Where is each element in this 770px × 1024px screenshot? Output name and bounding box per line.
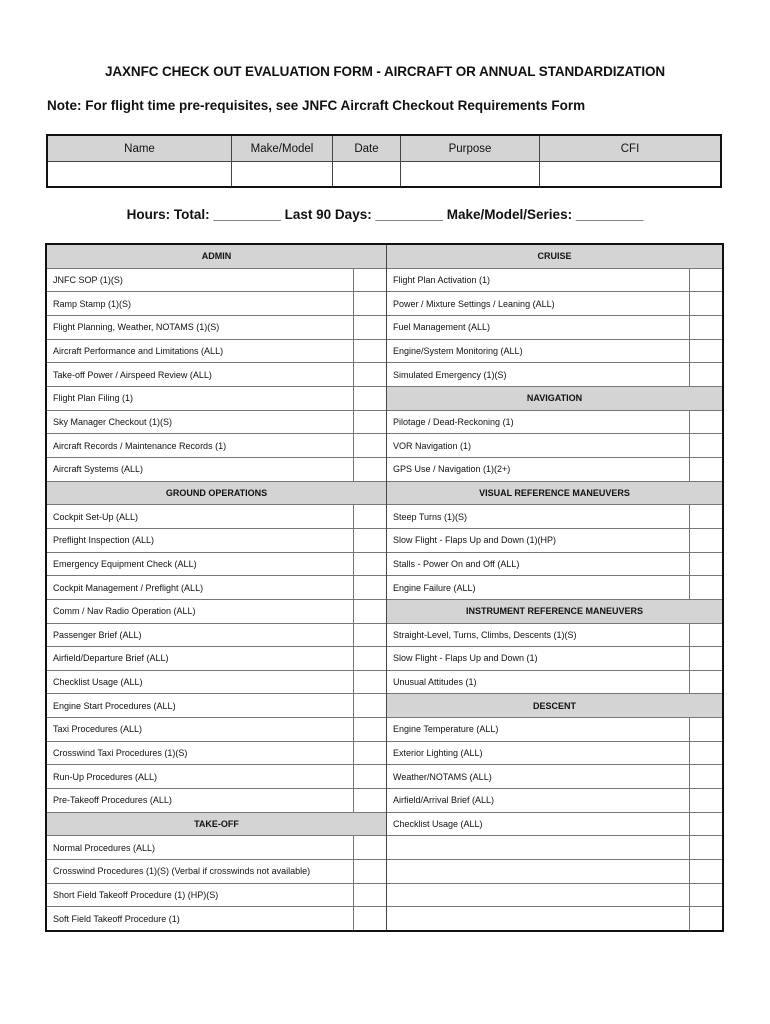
header-purpose: Purpose [401, 136, 540, 162]
section-header [387, 694, 722, 718]
checklist-item-label: Ramp Stamp (1)(S) [53, 298, 132, 309]
checklist-row [47, 316, 386, 340]
checklist-item-label: Sky Manager Checkout (1)(S) [53, 416, 173, 427]
checklist-item-label: Aircraft Systems (ALL) [53, 464, 144, 475]
checklist-item-label: Flight Planning, Weather, NOTAMS (1)(S) [53, 322, 220, 333]
checklist-item-label: Normal Procedures (ALL) [53, 842, 156, 853]
checklist-item-label: Checklist Usage (ALL) [393, 819, 483, 830]
checkoff-box[interactable] [689, 860, 722, 883]
checklist-item-label: Weather/NOTAMS (ALL) [393, 771, 492, 782]
checklist-row [47, 789, 386, 813]
section-title: TAKE-OFF [194, 819, 239, 830]
checkoff-box[interactable] [689, 411, 722, 434]
checkoff-box[interactable] [353, 505, 386, 528]
checklist-row [387, 529, 722, 553]
make-model-field[interactable] [232, 162, 333, 186]
checklist-item-label: Fuel Management (ALL) [393, 322, 491, 333]
checklist-item-label: Soft Field Takeoff Procedure (1) [53, 913, 180, 924]
header-date: Date [333, 136, 401, 162]
cfi-field[interactable] [540, 162, 720, 186]
checklist-item-label: Passenger Brief (ALL) [53, 629, 142, 640]
checklist-item-label [387, 860, 689, 883]
checklist-item-label: Exterior Lighting (ALL) [393, 748, 483, 759]
checklist-row [387, 789, 722, 813]
checklist-row [47, 600, 386, 624]
checklist-row [387, 316, 722, 340]
checkoff-box[interactable] [689, 647, 722, 670]
checklist-item-label: VOR Navigation (1) [393, 440, 472, 451]
checklist-item-label: JNFC SOP (1)(S) [53, 274, 123, 285]
checkoff-box[interactable] [353, 742, 386, 765]
checklist-row [47, 576, 386, 600]
checklist-row [387, 718, 722, 742]
checklist-row [387, 742, 722, 766]
checklist-item-label: Preflight Inspection (ALL) [53, 535, 155, 546]
section-title: CRUISE [537, 251, 572, 262]
checklist-item-label: Pilotage / Dead-Reckoning (1) [393, 416, 514, 427]
checklist-item-label: Crosswind Taxi Procedures (1)(S) [53, 748, 188, 759]
checklist-item-label: Airfield/Departure Brief (ALL) [53, 653, 169, 664]
checkoff-box[interactable] [353, 434, 386, 457]
checkoff-box[interactable] [689, 505, 722, 528]
header-cfi: CFI [540, 136, 720, 162]
checklist-item-label: Run-Up Procedures (ALL) [53, 771, 158, 782]
name-field[interactable] [48, 162, 232, 186]
checkoff-box[interactable] [689, 529, 722, 552]
section-title: NAVIGATION [526, 393, 583, 404]
checklist-row [47, 765, 386, 789]
checklist-item-label: Emergency Equipment Check (ALL) [53, 558, 197, 569]
checkoff-box[interactable] [353, 529, 386, 552]
section-header [47, 813, 386, 837]
checkoff-box[interactable] [353, 387, 386, 410]
checkoff-box[interactable] [353, 553, 386, 576]
checklist-row [387, 765, 722, 789]
checkoff-box[interactable] [353, 671, 386, 694]
header-name: Name [48, 136, 232, 162]
checklist-item-label: Crosswind Procedures (1)(S) (Verbal if crosswinds not available) [53, 866, 311, 877]
checkoff-box[interactable] [689, 624, 722, 647]
header-table [46, 134, 722, 188]
checkoff-box[interactable] [689, 292, 722, 315]
date-field[interactable] [333, 162, 401, 186]
checkoff-box[interactable] [689, 884, 722, 907]
section-title: INSTRUMENT REFERENCE MANEUVERS [465, 606, 643, 617]
checklist-row [387, 836, 722, 860]
checklist-left-column [47, 245, 387, 930]
checkoff-box[interactable] [689, 742, 722, 765]
checklist-row [47, 269, 386, 293]
checklist-item-label: Engine Temperature (ALL) [393, 724, 499, 735]
checklist-item-label: Slow Flight - Flaps Up and Down (1)(HP) [393, 535, 557, 546]
checkoff-box[interactable] [353, 600, 386, 623]
checklist-item-label: Aircraft Performance and Limitations (ALL) [53, 345, 224, 356]
checkoff-box[interactable] [353, 576, 386, 599]
checklist-row [387, 269, 722, 293]
checklist-item-label: Straight-Level, Turns, Climbs, Descents (1)(S) [393, 629, 577, 640]
checklist-row [387, 624, 722, 648]
checklist-row [47, 529, 386, 553]
checklist-row [387, 553, 722, 577]
checkoff-box[interactable] [689, 765, 722, 788]
checkoff-box[interactable] [689, 434, 722, 457]
header-make-model: Make/Model [232, 136, 333, 162]
checklist-row [47, 860, 386, 884]
checklist-item-label: Cockpit Set-Up (ALL) [53, 511, 139, 522]
checklist-item-label: Unusual Attitudes (1) [393, 677, 477, 688]
checklist-row [47, 340, 386, 364]
checklist-row [387, 411, 722, 435]
checkoff-box[interactable] [689, 671, 722, 694]
checkoff-box[interactable] [353, 860, 386, 883]
checkoff-box[interactable] [353, 694, 386, 717]
checklist-row [387, 505, 722, 529]
checklist-row [47, 624, 386, 648]
checklist-item-label: GPS Use / Navigation (1)(2+) [393, 464, 511, 475]
checklist-row [47, 742, 386, 766]
checklist-item-label: Comm / Nav Radio Operation (ALL) [53, 606, 196, 617]
checklist-row [47, 458, 386, 482]
checkoff-box[interactable] [353, 458, 386, 481]
checklist-row [47, 694, 386, 718]
checklist-item-label: Engine/System Monitoring (ALL) [393, 345, 523, 356]
checklist-item-label: Taxi Procedures (ALL) [53, 724, 143, 735]
checklist-row [387, 576, 722, 600]
checklist-item-label [387, 884, 689, 907]
checklist-row [387, 647, 722, 671]
checkoff-box[interactable] [689, 553, 722, 576]
checklist-row [387, 434, 722, 458]
checklist-item-label: Short Field Takeoff Procedure (1) (HP)(S) [53, 890, 219, 901]
checklist-item-label: Cockpit Management / Preflight (ALL) [53, 582, 204, 593]
checklist-item-label: Steep Turns (1)(S) [393, 511, 468, 522]
checklist-right-column [387, 245, 722, 930]
checklist-item-label: Engine Failure (ALL) [393, 582, 476, 593]
section-header [47, 482, 386, 506]
checkoff-box[interactable] [689, 316, 722, 339]
checklist-row [387, 292, 722, 316]
checkoff-box[interactable] [353, 292, 386, 315]
checklist-item-label: Flight Plan Filing (1) [53, 393, 134, 404]
checkoff-box[interactable] [689, 813, 722, 836]
checklist-row [387, 363, 722, 387]
checklist-item-label: Stalls - Power On and Off (ALL) [393, 558, 520, 569]
checklist-item-label: Aircraft Records / Maintenance Records (1) [53, 440, 227, 451]
checklist-row [47, 434, 386, 458]
section-title: DESCENT [532, 700, 576, 711]
checklist-row [387, 813, 722, 837]
checklist-item-label [387, 836, 689, 859]
checklist-row [387, 340, 722, 364]
checklist-item-label: Power / Mixture Settings / Leaning (ALL) [393, 298, 555, 309]
checkoff-box[interactable] [353, 836, 386, 859]
checkoff-box[interactable] [689, 836, 722, 859]
checklist-row [47, 553, 386, 577]
checkoff-box[interactable] [353, 316, 386, 339]
checklist-item-label: Pre-Takeoff Procedures (ALL) [53, 795, 172, 806]
checklist-item-label: Airfield/Arrival Brief (ALL) [393, 795, 495, 806]
checklist-row [387, 860, 722, 884]
checklist-row [47, 671, 386, 695]
checklist-item-label [387, 907, 689, 930]
checklist-row [47, 292, 386, 316]
section-header [387, 245, 722, 269]
checkoff-box[interactable] [353, 907, 386, 930]
checkoff-box[interactable] [689, 363, 722, 386]
section-header [387, 600, 722, 624]
checkoff-box[interactable] [353, 789, 386, 812]
checklist-row [47, 363, 386, 387]
section-title: ADMIN [201, 251, 232, 262]
checkoff-box[interactable] [689, 718, 722, 741]
checklist-row [387, 671, 722, 695]
checkoff-box[interactable] [689, 789, 722, 812]
checkoff-box[interactable] [353, 269, 386, 292]
checkoff-box[interactable] [353, 884, 386, 907]
checklist-item-label: Checklist Usage (ALL) [53, 677, 143, 688]
checkoff-box[interactable] [689, 576, 722, 599]
form-note: Note: For flight time pre-requisites, see JNFC Aircraft Checkout Requirements Form [47, 98, 586, 113]
checkoff-box[interactable] [353, 363, 386, 386]
checklist-item-label: Slow Flight - Flaps Up and Down (1) [393, 653, 538, 664]
checkoff-box[interactable] [353, 340, 386, 363]
checklist-row [47, 647, 386, 671]
checklist-row [47, 505, 386, 529]
checklist-grid [45, 243, 724, 932]
checkoff-box[interactable] [353, 718, 386, 741]
checkoff-box[interactable] [689, 458, 722, 481]
checklist-row [47, 836, 386, 860]
checkoff-box[interactable] [353, 765, 386, 788]
section-header [47, 245, 386, 269]
checkoff-box[interactable] [353, 624, 386, 647]
checklist-item-label: Take-off Power / Airspeed Review (ALL) [53, 369, 212, 380]
checklist-row [387, 907, 722, 930]
checkoff-box[interactable] [689, 340, 722, 363]
section-header [387, 387, 722, 411]
section-header [387, 482, 722, 506]
checklist-row [387, 458, 722, 482]
checkoff-box[interactable] [353, 647, 386, 670]
checklist-row [47, 884, 386, 908]
checklist-item-label: Flight Plan Activation (1) [393, 274, 491, 285]
checklist-row [47, 387, 386, 411]
checklist-row [47, 907, 386, 930]
hours-line: Hours: Total: _________ Last 90 Days: _________ Make/Model/Series: _________ [126, 207, 644, 222]
section-title: GROUND OPERATIONS [165, 487, 268, 498]
checkoff-box[interactable] [689, 269, 722, 292]
checkoff-box[interactable] [353, 411, 386, 434]
checklist-item-label: Engine Start Procedures (ALL) [53, 700, 176, 711]
checklist-row [47, 718, 386, 742]
form-title: JAXNFC CHECK OUT EVALUATION FORM - AIRCRAFT OR ANNUAL STANDARDIZATION [104, 64, 666, 79]
section-title: VISUAL REFERENCE MANEUVERS [479, 487, 630, 498]
checklist-item-label: Simulated Emergency (1)(S) [393, 369, 507, 380]
checklist-row [387, 884, 722, 908]
purpose-field[interactable] [401, 162, 540, 186]
checklist-row [47, 411, 386, 435]
checkoff-box[interactable] [689, 907, 722, 930]
